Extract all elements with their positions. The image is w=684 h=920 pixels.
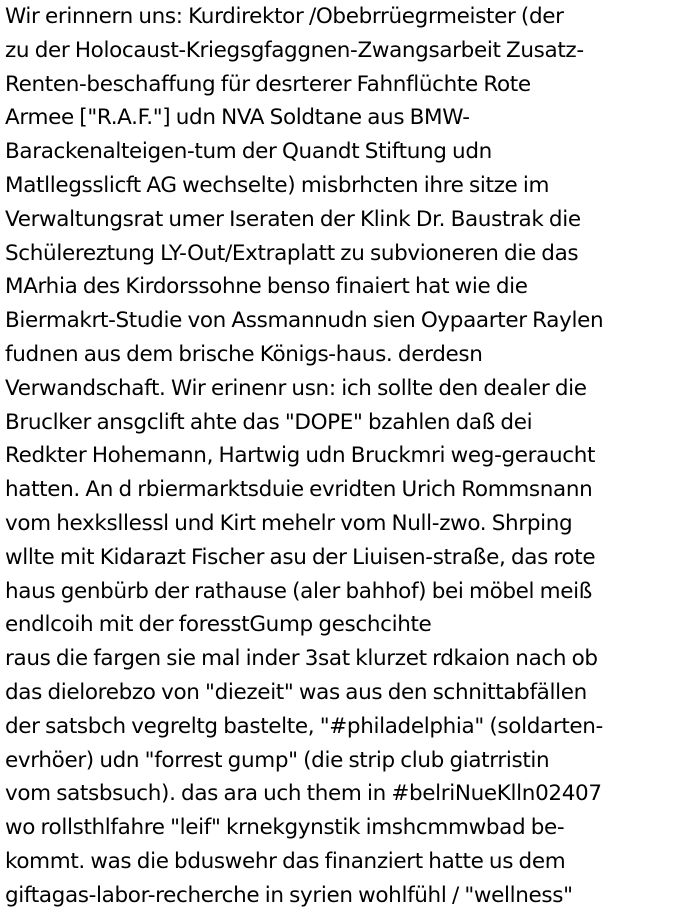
text-line: Verwaltungsrat umer Iseraten der Klink Dr. Baustrak die (5, 206, 581, 232)
text-line: das dielorebzo von "diezeit" was aus den schnittabfällen (5, 679, 587, 705)
text-line: fudnen aus dem brische Königs-haus. derdesn (5, 341, 483, 367)
text-line: Matllegsslicft AG wechselte) misbrhcten ihre sitze im (5, 172, 550, 198)
text-line: raus die fargen sie mal inder 3sat klurzet rdkaion nach ob (5, 646, 598, 672)
text-line: Renten-beschaffung für desrterer Fahnflüchte Rote (5, 71, 531, 97)
text-line: Barackenalteigen-tum der Quandt Stiftung udn (5, 139, 492, 165)
text-line: Armee ["R.A.F."] udn NVA Soldtane aus BMW- (5, 105, 470, 131)
text-line: haus genbürb der rathause (aler bahhof) bei möbel meiß (5, 578, 592, 604)
text-line: der satsbch vegreltg bastelte, "#philadelphia" (soldarten- (5, 713, 603, 739)
document-page (5, 0, 681, 920)
text-line: Verwandschaft. Wir erinenr usn: ich sollte den dealer die (5, 375, 587, 401)
text-line: endlcoih mit der foresstGump geschcihte (5, 612, 432, 638)
text-line: vom satsbsuch). das ara uch them in #belriNueKlln02407 (5, 781, 602, 807)
text-line: wo rollsthlfahre "leif" krnekgynstik imshcmmwbad be- (5, 815, 565, 841)
text-line: Bruclker ansgclift ahte das "DOPE" bzahlen daß dei (5, 409, 533, 435)
text-line: Biermakrt-Studie von Assmannudn sien Oypaarter Raylen (5, 308, 604, 334)
text-line: kommt. was die bduswehr das finanziert hatte us dem (5, 848, 566, 874)
text-line: vom hexksllessl und Kirt mehelr vom Null-zwo. Shrping (5, 510, 573, 536)
text-line: zu der Holocaust-Kriegsgfaggnen-Zwangsarbeit Zusatz- (5, 37, 584, 63)
text-line: Schülereztung LY-Out/Extraplatt zu subvioneren die das (5, 240, 579, 266)
text-line: Redkter Hohemann, Hartwig udn Bruckmri weg-geraucht (5, 443, 596, 469)
text-line: MArhia des Kirdorssohne benso finaiert hat wie die (5, 274, 528, 300)
text-line: Wir erinnern uns: Kurdirektor /Obebrrüegrmeister (der (5, 4, 564, 29)
text-line: evrhöer) udn "forrest gump" (die strip club giatrristin (5, 747, 550, 773)
text-line: hatten. An d rbiermarktsduie evridten Urich Rommsnann (5, 477, 593, 503)
text-line: giftagas-labor-recherche in syrien wohlfühl / "wellness" (5, 882, 573, 908)
text-line: wllte mit Kidarazt Fischer asu der Liuisen-straße, das rote (5, 544, 596, 570)
